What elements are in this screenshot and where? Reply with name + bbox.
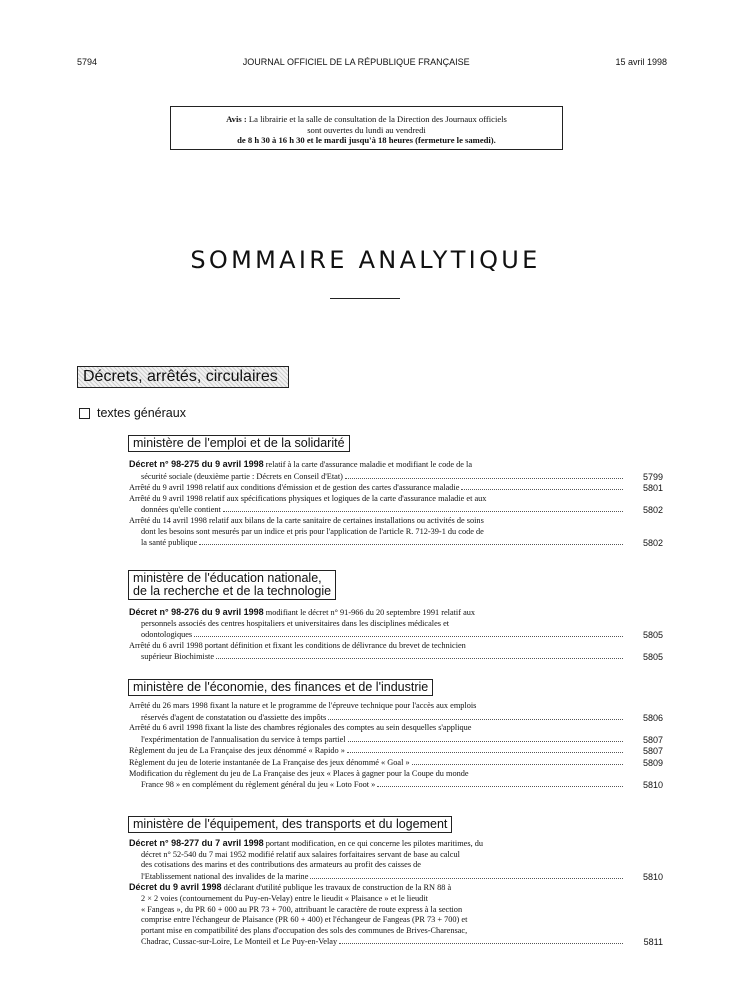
entry-first-line	[129, 641, 623, 652]
entry-text-end: données qu'elle contient	[141, 505, 221, 515]
leader-dots	[345, 471, 623, 479]
entry-text: Arrêté du 9 avril 1998 relatif aux spécifications physiques et logiques de la carte d'assurance maladie et aux	[129, 493, 487, 503]
entry-last-line	[129, 629, 623, 641]
entry-last-line	[129, 712, 623, 724]
leader-dots	[328, 712, 623, 720]
ministry-heading	[128, 435, 350, 452]
entry-page-number: 5806	[642, 712, 663, 723]
entry-text: Arrêté du 6 avril 1998 portant définition et fixant les conditions de délivrance du brevet de technicien	[129, 640, 466, 650]
entry-page-number: 5810	[642, 780, 663, 791]
leader-dots	[216, 651, 623, 659]
entry-page-number: 5801	[642, 483, 663, 494]
notice-line-3: de 8 h 30 à 16 h 30 et le mardi jusqu'à 18 heures (fermeture le samedi).	[237, 135, 496, 145]
page-number: 5794	[77, 57, 98, 67]
entry-page-number: 5805	[642, 630, 663, 641]
checkbox-icon	[79, 408, 90, 419]
entry-continuation: 2 × 2 voies (contournement du Puy-en-Velay) entre le lieudit « Plaisance » et le lieudit	[141, 893, 428, 903]
entry-continuation: comprise entre l'échangeur de Plaisance (PR 60 + 400) et l'échangeur de Fangeas (PR 73 + 700) et	[141, 915, 468, 925]
entry-page-number: 5799	[642, 471, 663, 482]
entry-first-line	[129, 701, 623, 712]
entry-last-line	[129, 651, 623, 663]
entry-first-line	[129, 723, 623, 734]
entry-first-line	[129, 516, 623, 527]
leader-dots	[348, 734, 623, 742]
list-item	[129, 757, 663, 769]
list-item	[129, 701, 663, 723]
entry-page-number: 5809	[642, 757, 663, 768]
ministry-heading	[128, 816, 452, 833]
entry-page-number: 5802	[642, 505, 663, 516]
entry-text: Arrêté du 14 avril 1998 relatif aux bilans de la carte sanitaire de certaines installations ou activités de soins	[129, 515, 484, 525]
notice-line-2: sont ouvertes du lundi au vendredi	[307, 124, 426, 135]
ministry-heading-line: ministère de l'équipement, des transports et du logement	[133, 817, 448, 831]
leader-dots	[412, 757, 623, 765]
entry-text: déclarant d'utilité publique les travaux de construction de la RN 88 à	[221, 883, 452, 893]
entry-text-end: Règlement du jeu de loterie instantanée de La Française des jeux dénommé « Goal »	[129, 757, 410, 767]
ministry-heading	[128, 570, 336, 600]
issue-date: 15 avril 1998	[615, 57, 667, 67]
list-item	[129, 641, 663, 663]
entry-text-end: supérieur Biochimiste	[141, 652, 215, 662]
entry-last-line	[129, 757, 623, 769]
leader-dots	[223, 504, 623, 512]
entry-decree-title: Décret du 9 avril 1998	[129, 882, 222, 893]
leader-dots	[194, 629, 623, 637]
entry-text-end: Règlement du jeu de La Française des jeux dénommé « Rapido »	[129, 746, 345, 756]
list-item	[129, 745, 663, 757]
list-item	[129, 769, 663, 791]
entry-decree-title: Décret n° 98-277 du 7 avril 1998	[129, 838, 264, 848]
entry-text: modifiant le décret n° 91-966 du 20 septembre 1991 relatif aux	[263, 608, 476, 617]
ministry-heading-line: ministère de l'emploi et de la solidarité	[133, 436, 345, 450]
entry-text-end: l'Etablissement national des invalides de la marine	[141, 871, 309, 881]
list-item	[129, 459, 663, 482]
notice-line-1: La librairie et la salle de consultation de la Direction des Journaux officiels	[248, 114, 507, 124]
entry-decree-title: Décret n° 98-276 du 9 avril 1998	[129, 607, 264, 617]
list-item	[129, 516, 663, 549]
entry-last-line	[129, 734, 623, 746]
entry-last-line	[129, 936, 623, 948]
ministry-heading-line: ministère de l'éducation nationale,	[133, 571, 322, 585]
entry-text-end: sécurité sociale (deuxième partie : Décrets en Conseil d'Etat)	[141, 471, 343, 481]
ministry-heading-line: de la recherche et de la technologie	[133, 584, 332, 598]
entry-list	[129, 607, 663, 663]
entry-page-number: 5802	[642, 538, 663, 549]
entry-last-line	[129, 537, 623, 549]
entry-list	[129, 838, 663, 948]
subsection-heading	[79, 406, 186, 420]
entry-last-line	[129, 471, 623, 483]
entry-text-end: réservés d'agent de constatation ou d'assiette des impôts	[141, 712, 327, 722]
entry-first-line	[129, 769, 623, 780]
entry-first-line	[129, 607, 623, 619]
list-item	[129, 607, 663, 641]
entry-text: relatif à la carte d'assurance maladie et modifiant le code de la	[263, 460, 473, 469]
ministry-heading	[128, 679, 433, 696]
entry-last-line	[129, 745, 623, 757]
ministry-heading-line: ministère de l'économie, des finances et de l'industrie	[133, 680, 429, 694]
entry-continuation: portant mise en compatibilité des plans d'occupation des sols des communes de Brives-Charensac,	[141, 925, 468, 935]
entry-text-end: Arrêté du 9 avril 1998 relatif aux conditions d'émission et de gestion des cartes d'assurance maladie	[129, 483, 460, 493]
entry-continuation: décret n° 52-540 du 7 mai 1952 modifié relatif aux salaires forfaitaires servant de base au calcul	[141, 849, 460, 859]
entry-page-number: 5810	[642, 871, 663, 882]
entry-first-line	[129, 459, 623, 471]
entry-last-line	[129, 779, 623, 791]
entry-first-line	[129, 838, 623, 850]
entry-page-number: 5807	[642, 746, 663, 757]
entry-list	[129, 701, 663, 791]
entry-decree-title: Décret n° 98-275 du 9 avril 1998	[129, 459, 264, 469]
entry-last-line	[129, 871, 623, 883]
entry-text: portant modification, en ce qui concerne les pilotes maritimes, du	[263, 839, 484, 848]
entry-continuation: dont les besoins sont mesurés par un indice et pris pour l'application de l'article R. 712-39-1 du code de	[141, 526, 484, 536]
entry-list	[129, 459, 663, 549]
entry-text: Modification du règlement du jeu de La Française des jeux « Places à gagner pour la Coupe du monde	[129, 768, 469, 778]
entry-first-line	[129, 882, 623, 894]
entry-text-end: l'expérimentation de l'annualisation du service à temps partiel	[141, 734, 346, 744]
journal-title: JOURNAL OFFICIEL DE LA RÉPUBLIQUE FRANÇAISE	[242, 57, 470, 67]
leader-dots	[461, 482, 623, 490]
leader-dots	[347, 745, 623, 753]
entry-first-line	[129, 494, 623, 505]
entry-last-line	[129, 482, 623, 494]
leader-dots	[199, 537, 623, 545]
title-divider	[330, 298, 400, 299]
list-item	[129, 494, 663, 516]
entry-text: Arrêté du 26 mars 1998 fixant la nature et le programme de l'épreuve technique pour l'accès aux emplois	[129, 701, 477, 710]
entry-last-line	[129, 504, 623, 516]
subsection-label: textes généraux	[97, 406, 186, 420]
entry-text: Arrêté du 6 avril 1998 fixant la liste des chambres régionales des comptes au sein desquelles s'applique	[129, 723, 472, 733]
list-item	[129, 723, 663, 745]
list-item	[129, 482, 663, 494]
entry-continuation: « Fangeas », du PR 60 + 000 au PR 73 + 700, attribuant le caractère de route express à la section	[141, 904, 463, 914]
entry-text-end: France 98 » en complément du règlement général du jeu « Loto Foot »	[141, 780, 376, 790]
entry-continuation: personnels associés des centres hospitaliers et universitaires dans les disciplines médicales et	[141, 618, 450, 628]
entry-page-number: 5811	[643, 937, 663, 948]
entry-text-end: Chadrac, Cussac-sur-Loire, Le Monteil et Le Puy-en-Velay	[141, 937, 338, 947]
entry-page-number: 5805	[642, 652, 663, 663]
list-item	[129, 838, 663, 882]
page-title: SOMMAIRE ANALYTIQUE	[190, 246, 541, 274]
notice-label: Avis :	[226, 114, 247, 124]
list-item	[129, 882, 663, 948]
entry-text-end: la santé publique	[141, 538, 198, 548]
entry-continuation: des cotisations des marins et des contributions des armateurs au profit des caisses de	[141, 860, 421, 870]
entry-page-number: 5807	[642, 734, 663, 745]
section-heading: Décrets, arrêtés, circulaires	[77, 366, 289, 388]
entry-text-end: odontologiques	[141, 630, 193, 640]
running-header	[77, 57, 667, 67]
leader-dots	[310, 871, 623, 879]
notice-box	[170, 106, 563, 150]
leader-dots	[339, 936, 623, 944]
leader-dots	[377, 779, 623, 787]
